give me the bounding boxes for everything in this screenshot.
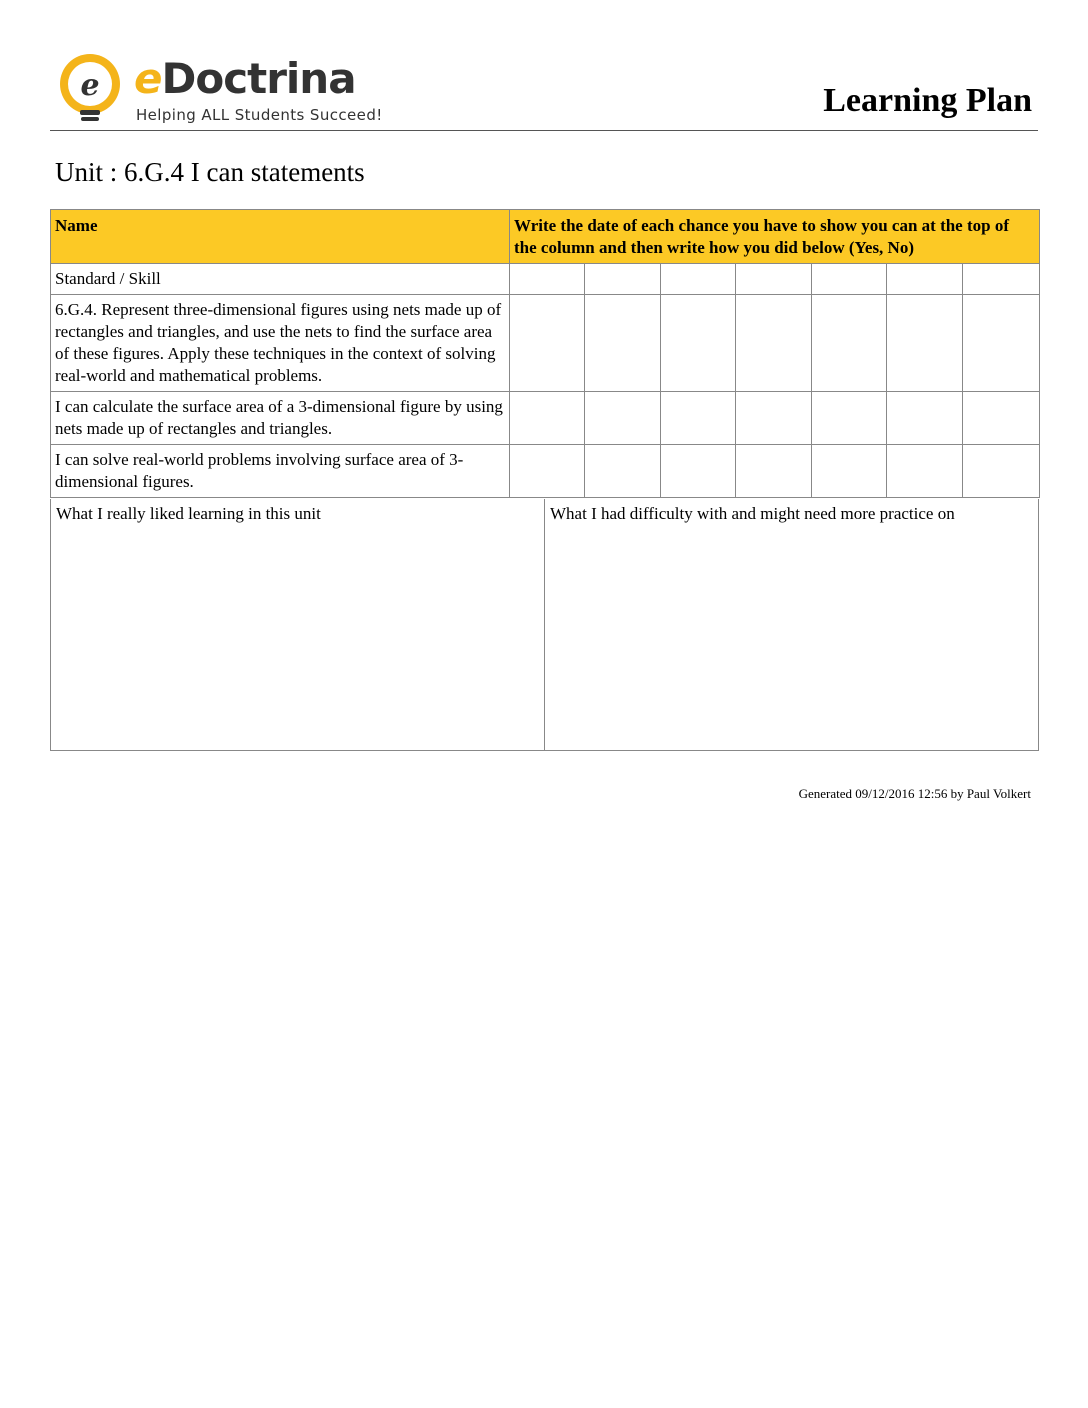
edoctrina-logo	[54, 52, 383, 128]
name-header-cell: Name	[51, 210, 510, 264]
document-title: Learning Plan	[823, 82, 1032, 119]
date-cell	[963, 264, 1040, 295]
result-cell	[736, 392, 812, 445]
skill-text: I can solve real-world problems involving surface area of 3-dimensional figures.	[51, 445, 510, 498]
reflection-section	[50, 499, 1039, 751]
result-cell	[510, 392, 585, 445]
standard-skill-label: Standard / Skill	[51, 264, 510, 295]
skill-text: 6.G.4. Represent three-dimensional figures using nets made up of rectangles and triangles, and use the nets to find the surface area of these figures. Apply these techniques in the context of solving real-world and mathematical problems.	[51, 295, 510, 392]
result-cell	[812, 295, 887, 392]
table-row	[51, 392, 1040, 445]
result-cell	[736, 445, 812, 498]
result-cell	[736, 295, 812, 392]
svg-text:e: e	[80, 68, 100, 103]
date-cell	[510, 264, 585, 295]
unit-title: Unit : 6.G.4 I can statements	[55, 157, 365, 187]
result-cell	[887, 445, 963, 498]
skill-text: I can calculate the surface area of a 3-dimensional figure by using nets made up of rectangles and triangles.	[51, 392, 510, 445]
date-cell	[736, 264, 812, 295]
result-cell	[812, 392, 887, 445]
result-cell	[887, 295, 963, 392]
date-cell	[812, 264, 887, 295]
difficulty-box	[545, 499, 1038, 750]
result-cell	[963, 295, 1040, 392]
result-cell	[661, 445, 736, 498]
lightbulb-icon	[54, 52, 134, 128]
page-header	[50, 50, 1038, 131]
result-cell	[661, 295, 736, 392]
table-header-row	[51, 210, 1040, 264]
date-cell	[887, 264, 963, 295]
result-cell	[963, 392, 1040, 445]
result-cell	[510, 295, 585, 392]
date-cell	[661, 264, 736, 295]
generated-footer: Generated 09/12/2016 12:56 by Paul Volkert	[798, 786, 1031, 801]
result-cell	[510, 445, 585, 498]
result-cell	[812, 445, 887, 498]
table-row	[51, 264, 1040, 295]
table-row	[51, 445, 1040, 498]
learning-plan-table	[50, 209, 1040, 498]
logo-tagline: Helping ALL Students Succeed!	[136, 106, 383, 124]
result-cell	[887, 392, 963, 445]
result-cell	[585, 392, 661, 445]
logo-wordmark: eDoctrina	[134, 54, 356, 103]
date-cell	[585, 264, 661, 295]
difficulty-label: What I had difficulty with and might need more practice on	[550, 504, 955, 523]
result-cell	[661, 392, 736, 445]
table-row	[51, 295, 1040, 392]
result-cell	[963, 445, 1040, 498]
liked-learning-box	[51, 499, 545, 750]
liked-learning-label: What I really liked learning in this unit	[56, 504, 321, 523]
result-cell	[585, 295, 661, 392]
result-cell	[585, 445, 661, 498]
instructions-header-cell: Write the date of each chance you have to show you can at the top of the column and then write how you did below (Yes, No)	[510, 210, 1040, 264]
